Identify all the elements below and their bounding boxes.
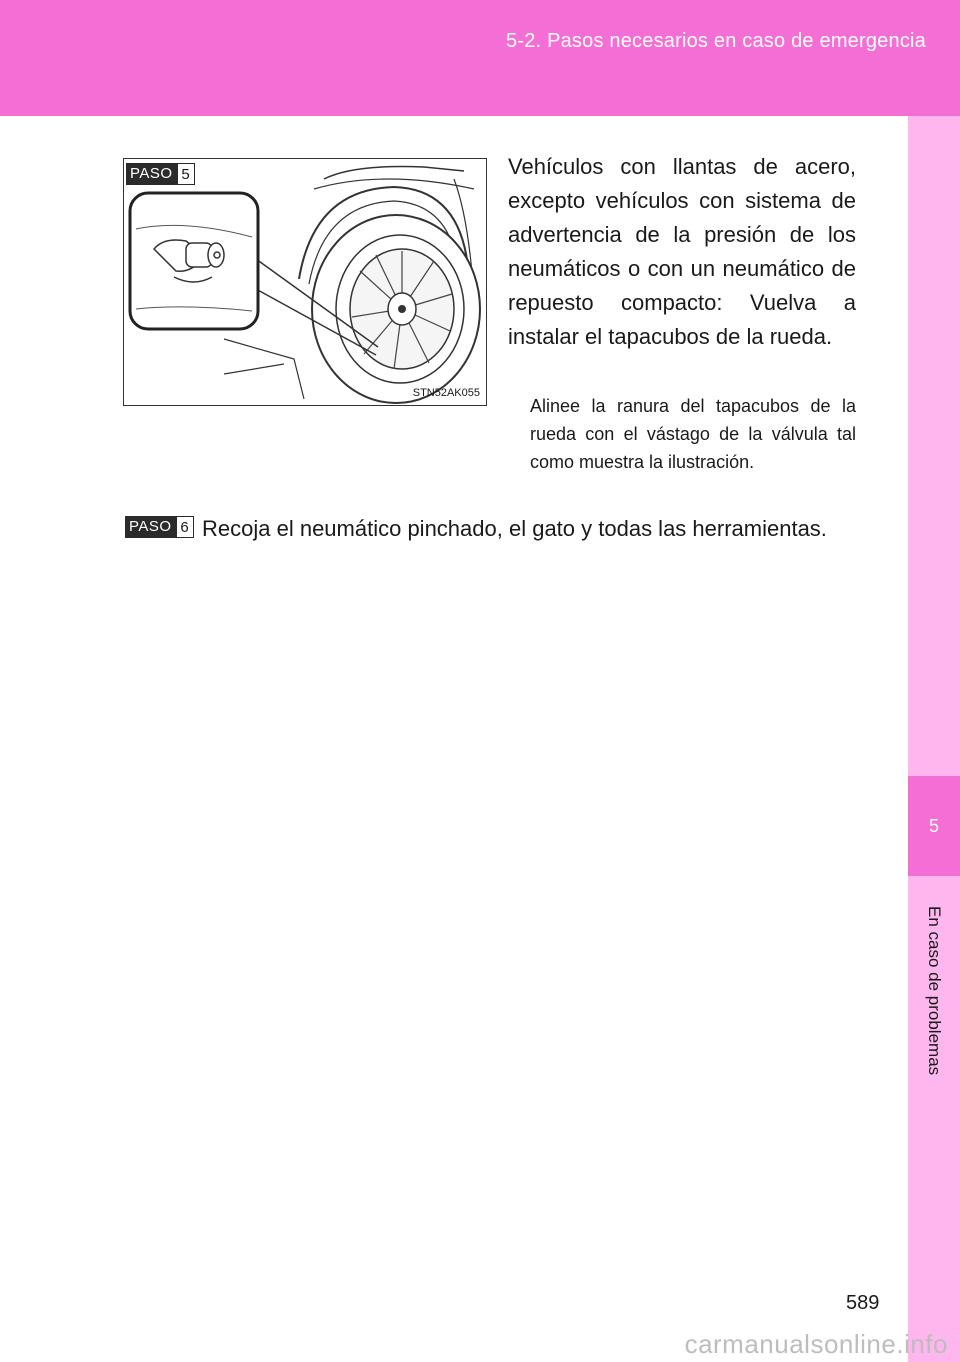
step-5-note: Alinee la ranura del tapacubos de la rueda con el vástago de la válvula tal como muestra la ilustración. bbox=[530, 396, 856, 472]
step-5-badge-word: PASO bbox=[126, 163, 177, 185]
watermark: carmanualsonline.info bbox=[684, 1329, 948, 1359]
step-6-badge-word: PASO bbox=[125, 516, 176, 538]
step-5-badge-number: 5 bbox=[177, 163, 195, 185]
wheel-illustration-drawing bbox=[124, 159, 486, 405]
step-6-badge bbox=[125, 516, 194, 538]
wheel-cap-illustration bbox=[123, 158, 487, 406]
step-5-text: Vehículos con llantas de acero, excepto vehículos con sistema de advertencia de la presión de los neumáticos o con un neumático de repuesto compacto: Vuelva a instalar el tapacubos de la rueda. bbox=[508, 154, 856, 349]
section-title: 5-2. Pasos necesarios en caso de emergencia bbox=[506, 30, 926, 52]
page-number: 589 bbox=[846, 1292, 880, 1314]
chapter-label-tab bbox=[912, 886, 956, 1096]
step-5-badge bbox=[126, 163, 195, 185]
figure-code: STN52AK055 bbox=[412, 387, 480, 399]
step-6-badge-number: 6 bbox=[176, 516, 194, 538]
step-6-text: Recoja el neumático pinchado, el gato y todas las herramientas. bbox=[202, 516, 827, 541]
chapter-number: 5 bbox=[928, 815, 939, 836]
header-band bbox=[0, 0, 960, 116]
chapter-label: En caso de problemas bbox=[925, 906, 944, 1076]
side-tab bbox=[908, 116, 960, 1362]
chapter-number-tab bbox=[908, 776, 960, 876]
